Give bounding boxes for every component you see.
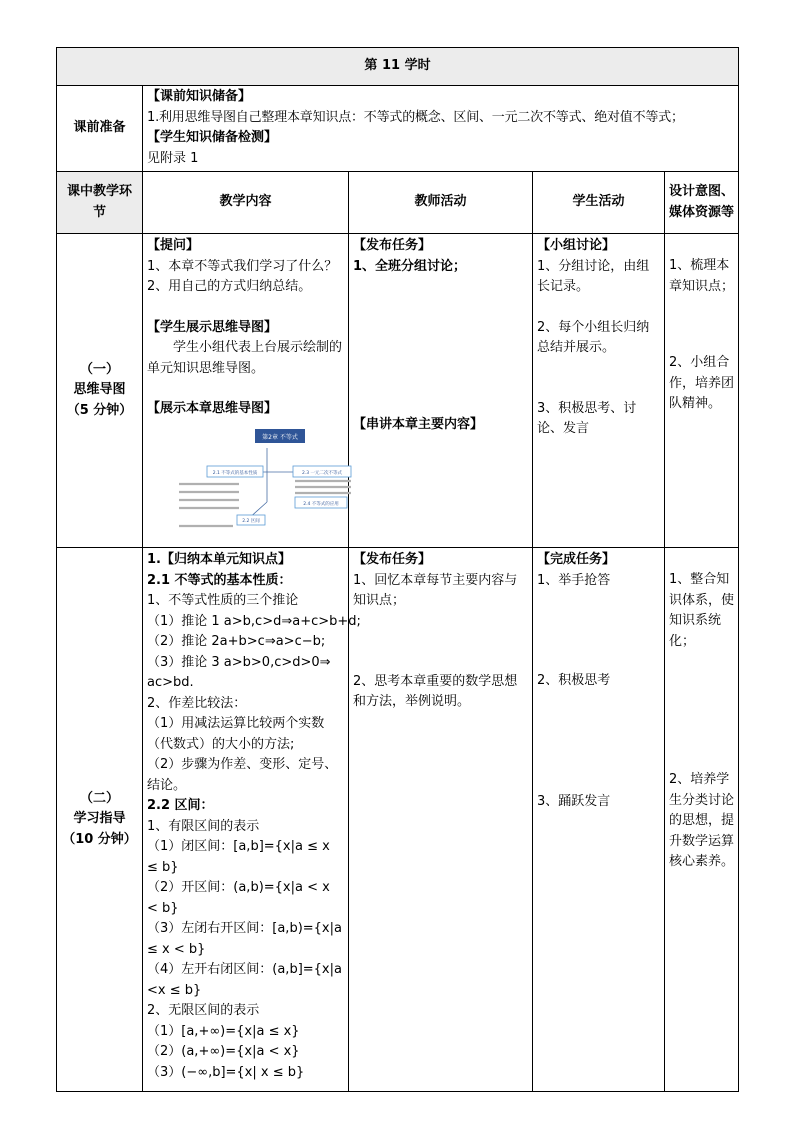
section1-stage-time: （5 分钟） <box>66 402 133 418</box>
header-content: 教学内容 <box>143 172 349 234</box>
chapter-mindmap-heading: 【展示本章思维导图】 <box>147 401 278 416</box>
teacher-task-heading: 【发布任务】 <box>353 238 432 253</box>
content-line: 1、不等式性质的三个推论 <box>147 593 299 608</box>
section1-design <box>665 234 739 548</box>
content-line: （2）步骤为作差、变形、定号、 <box>147 757 338 772</box>
question-1: 1、本章不等式我们学习了什么？ <box>147 258 338 274</box>
mindmap-node-b-label: 2.3 一元二次不等式 <box>301 470 343 476</box>
spacer <box>669 236 734 256</box>
section2-stage <box>57 548 143 1092</box>
spacer <box>537 359 660 399</box>
spacer <box>537 298 660 318</box>
content-line: ac>bd. <box>147 675 194 690</box>
student-activity-2: 2、每个小组长归纳总结并展示。 <box>537 319 650 355</box>
spacer <box>669 550 734 570</box>
mindmap-node-c-label: 2.4 不等式的应用 <box>303 501 339 507</box>
spacer <box>537 692 660 792</box>
content-line: （2）推论 2a+b>c⇒a>c−b; <box>147 634 326 649</box>
student-activity-1: 1、举手抢答 <box>537 572 611 588</box>
chapter-mindmap-image <box>177 426 357 538</box>
prep-label: 课前准备 <box>57 86 143 172</box>
section2-content <box>143 548 361 1092</box>
content-line: 2、作差比较法： <box>147 695 247 711</box>
lesson-plan-page <box>56 47 738 1092</box>
design-intent-2: 2、培养学生分类讨论的思想，提升数学运算核心素养。 <box>669 772 735 869</box>
content-line: （代数式）的大小的方法; <box>147 736 295 752</box>
question-2: 2、用自己的方式归纳总结。 <box>147 279 312 294</box>
prep-line-1: 【课前知识储备】 <box>147 89 252 104</box>
student-activity-2: 2、积极思考 <box>537 673 611 688</box>
header-design: 设计意图、媒体资源等 <box>665 172 739 234</box>
content-line: （1）闭区间：[a,b]={x|a ≤ x <box>147 839 330 854</box>
section1-content <box>143 234 349 548</box>
teacher-task-heading: 【发布任务】 <box>353 552 432 567</box>
header-teacher: 教师活动 <box>349 172 533 234</box>
content-line: （1）[a,+∞)={x|a ≤ x} <box>147 1023 300 1039</box>
content-line: （4）左开右闭区间：(a,b]={x|a <box>147 962 342 977</box>
spacer <box>537 591 660 671</box>
section1-stage <box>57 234 143 548</box>
content-line: （1）推论 1 a>b,c>d⇒a+c>b+d; <box>147 613 361 629</box>
content-line: <x ≤ b} <box>147 982 202 998</box>
prep-line-2: 1.利用思维导图自己整理本章知识点：不等式的概念、区间、一元二次不等式、绝对值不等式； <box>147 109 684 125</box>
section1-student <box>533 234 665 548</box>
mindmap-node-d-label: 2.2 区间 <box>242 518 260 524</box>
content-line: 1、有限区间的表示 <box>147 818 260 834</box>
student-activity-1: 1、分组讨论，由组长记录。 <box>537 258 650 294</box>
spacer <box>147 298 344 318</box>
lesson-plan-table <box>56 47 739 1092</box>
lesson-title: 第 11 学时 <box>57 48 739 86</box>
spacer <box>669 297 734 353</box>
student-discussion-heading: 【小组讨论】 <box>537 238 616 253</box>
header-stage: 课中教学环节 <box>57 172 143 234</box>
spacer <box>669 652 734 770</box>
prep-line-3: 【学生知识储备检测】 <box>147 130 278 145</box>
content-line: （2）开区间：(a,b)={x|a < x <box>147 880 330 895</box>
student-activity-3: 3、积极思考、讨论、发言 <box>537 400 637 436</box>
design-intent-1: 1、整合知识体系，使知识系统化； <box>669 572 735 649</box>
content-line: （3）推论 3 a>b>0,c>d>0⇒ <box>147 654 331 670</box>
mindmap-node-a-label: 2.1 不等式的基本性质 <box>212 470 258 476</box>
section2-stage-time: （10 分钟） <box>62 831 137 847</box>
section1-stage-name: 思维导图 <box>73 382 126 398</box>
spacer <box>353 612 528 672</box>
section2-teacher <box>349 548 533 1092</box>
design-intent-1: 1、梳理本章知识点； <box>669 258 735 294</box>
show-mindmap-heading: 【学生展示思维导图】 <box>147 319 278 335</box>
content-line: 2.2 区间： <box>147 798 214 813</box>
header-student: 学生活动 <box>533 172 665 234</box>
section2-stage-name: 学习指导 <box>73 811 126 827</box>
content-line: 结论。 <box>147 777 187 793</box>
prep-line-4: 见附录 1 <box>147 150 199 166</box>
prep-content <box>143 86 739 172</box>
content-line: （3）(−∞,b]={x| x ≤ b} <box>147 1064 305 1080</box>
content-line: （3）左闭右开区间：[a,b)={x|a <box>147 921 342 936</box>
teacher-review-heading: 【串讲本章主要内容】 <box>353 417 484 432</box>
content-line: 1.【归纳本单元知识点】 <box>147 552 291 567</box>
content-line: （2）(a,+∞)={x|a < x} <box>147 1044 300 1059</box>
content-line: 2、无限区间的表示 <box>147 1003 260 1018</box>
spacer <box>353 277 528 415</box>
section2-student <box>533 548 665 1092</box>
question-heading: 【提问】 <box>147 238 200 253</box>
section2-stage-num: （二） <box>79 790 119 806</box>
spacer <box>147 379 344 399</box>
mindmap-center-label: 第2章 不等式 <box>262 433 298 441</box>
teacher-task-2: 2、思考本章重要的数学思想和方法，举例说明。 <box>353 673 518 709</box>
student-activity-3: 3、踊跃发言 <box>537 793 611 809</box>
section2-design <box>665 548 739 1092</box>
content-line: 2.1 不等式的基本性质： <box>147 572 292 588</box>
content-line: ≤ b} <box>147 859 179 875</box>
content-line: （1）用减法运算比较两个实数 <box>147 716 325 731</box>
content-line: < b} <box>147 900 179 916</box>
content-line: ≤ x < b} <box>147 941 206 957</box>
design-intent-2: 2、小组合作，培养团队精神。 <box>669 355 735 411</box>
show-mindmap-text: 学生小组代表上台展示绘制的单元知识思维导图。 <box>147 340 343 376</box>
section1-teacher <box>349 234 533 548</box>
teacher-task-1: 1、全班分组讨论； <box>353 258 467 274</box>
student-task-heading: 【完成任务】 <box>537 552 616 567</box>
teacher-task-1: 1、回忆本章每节主要内容与知识点； <box>353 572 518 608</box>
section1-stage-num: （一） <box>79 361 119 377</box>
